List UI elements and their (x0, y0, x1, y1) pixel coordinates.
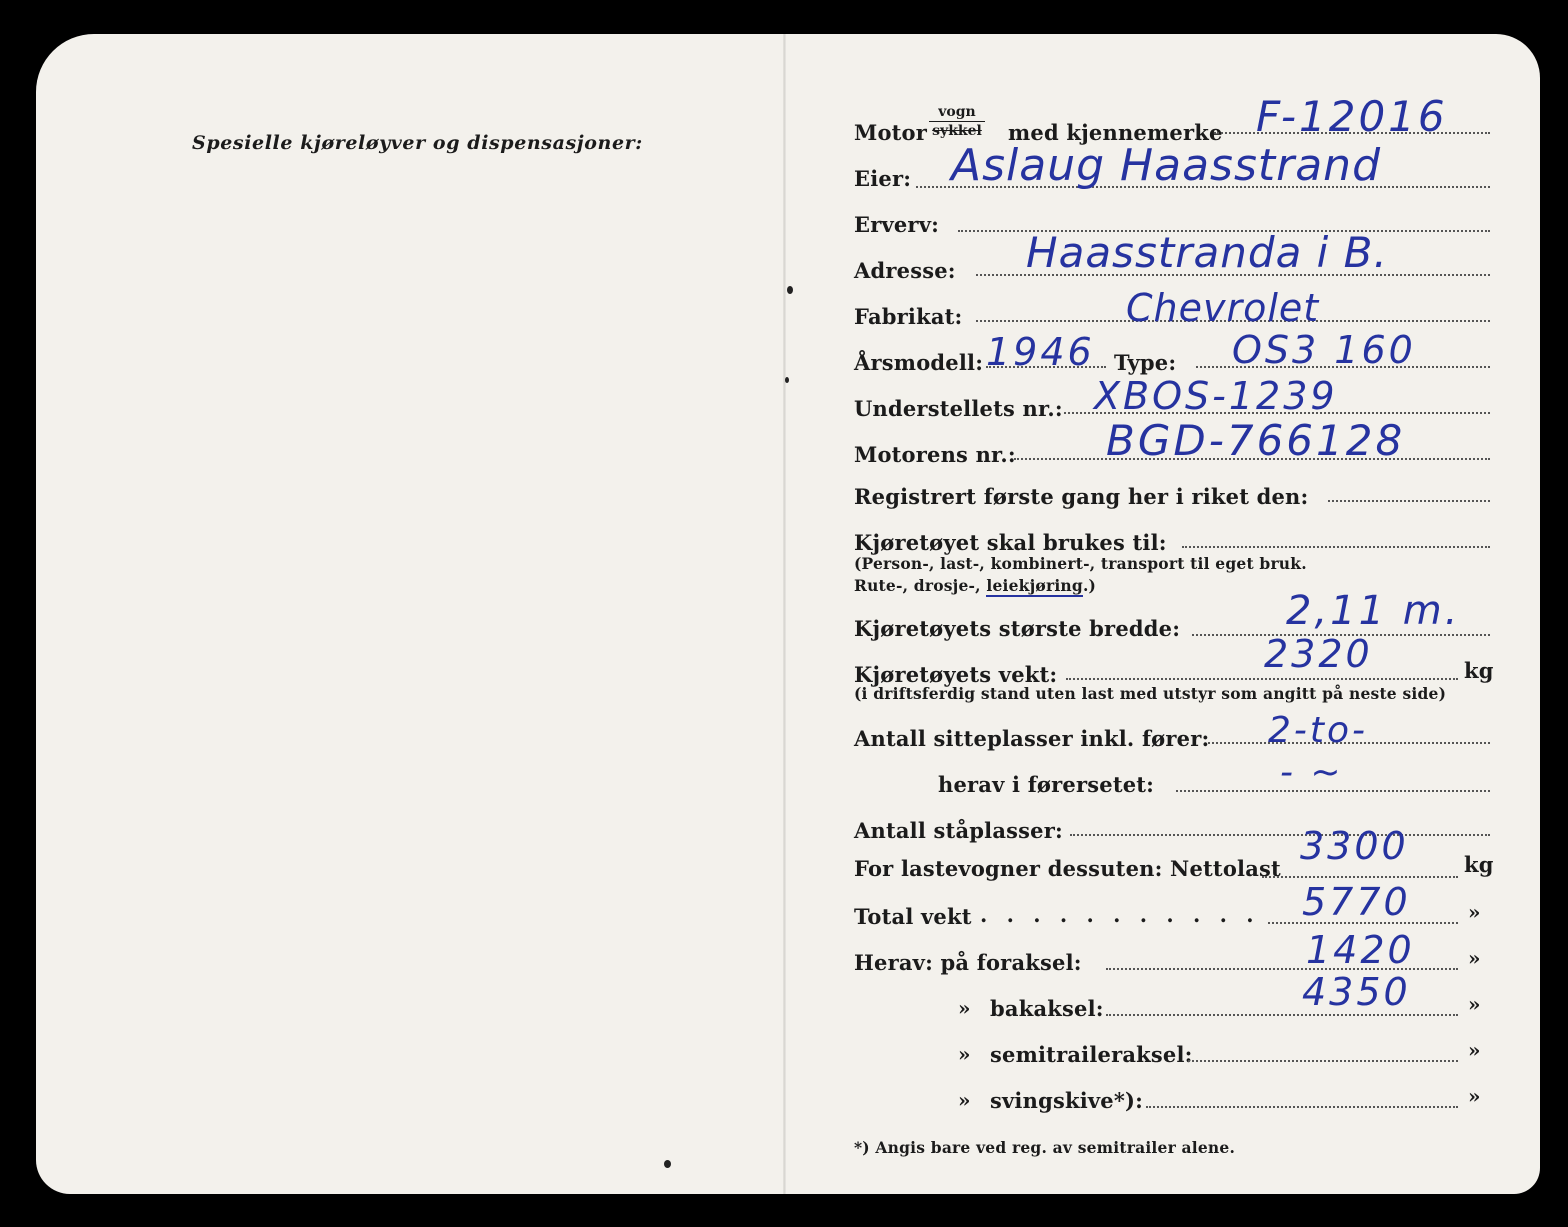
ditto-total-vekt: » (1468, 900, 1481, 924)
label-adresse: Adresse: (854, 258, 956, 283)
handwritten-type: OS3 160 (1232, 328, 1416, 372)
field-line-svingskive (1146, 1106, 1458, 1108)
ditto-bakaksel: » (1468, 992, 1481, 1016)
label-storste-bredde: Kjøretøyets største bredde: (854, 616, 1181, 641)
handwritten-storste-bredde: 2,11 m. (1286, 588, 1461, 634)
label-total-vekt: Total vekt (854, 904, 972, 929)
field-line-semitraileraksel (1188, 1060, 1458, 1062)
handwritten-forersetet: - ~ (1280, 752, 1344, 793)
ditto-prefix-bakaksel: » (958, 996, 971, 1020)
dot-leader-total-vekt: . . . . . . . . . . . (980, 902, 1260, 927)
label-bakaksel: bakaksel: (990, 996, 1104, 1021)
label-nettolast: For lastevogner dessuten: Nettolast (854, 856, 1281, 881)
label-vekt: Kjøretøyets vekt: (854, 662, 1058, 687)
field-line-nettolast (1262, 876, 1458, 878)
field-line-brukes-til (1182, 546, 1490, 548)
label-motorens-nr: Motorens nr.: (854, 442, 1016, 467)
unit-kg-vekt: kg (1464, 658, 1494, 683)
label-eier: Eier: (854, 166, 912, 191)
label-forersetet: herav i førersetet: (938, 772, 1155, 797)
note-rute-drosje: Rute-, drosje-, (854, 576, 987, 595)
left-page-title: Spesielle kjøreløyver og dispensasjoner: (192, 132, 643, 154)
fraction-bar (929, 121, 985, 122)
unit-kg-nettolast: kg (1464, 852, 1494, 877)
label-registrert: Registrert første gang her i riket den: (854, 484, 1309, 509)
ink-speck (664, 1160, 671, 1168)
label-motor: Motor (854, 120, 928, 145)
note-brukes-til-line2 (854, 576, 1096, 595)
label-kjennemerke: med kjennemerke (1008, 120, 1223, 145)
note-vekt: (i driftsferdig stand uten last med utstyr som angitt på neste side) (854, 684, 1447, 703)
handwritten-bakaksel: 4350 (1302, 970, 1411, 1014)
handwritten-total-vekt: 5770 (1302, 880, 1411, 924)
document-page (36, 34, 1540, 1194)
handwritten-eier: Aslaug Haasstrand (951, 140, 1381, 191)
label-brukes-til: Kjøretøyet skal brukes til: (854, 530, 1167, 555)
note-close-paren: .) (1082, 576, 1097, 595)
label-type: Type: (1114, 350, 1177, 375)
ditto-foraksel: » (1468, 946, 1481, 970)
handwritten-adresse: Haasstranda i B. (1026, 228, 1388, 277)
label-fabrikat: Fabrikat: (854, 304, 963, 329)
page-fold (783, 34, 786, 1194)
label-understellets-nr: Understellets nr.: (854, 396, 1063, 421)
label-staplasser: Antall ståplasser: (854, 818, 1063, 843)
label-svingskive: svingskive*): (990, 1088, 1144, 1113)
note-leiekjoring: leiekjøring (986, 576, 1083, 595)
label-sitteplasser: Antall sitteplasser inkl. fører: (854, 726, 1210, 751)
handwritten-vekt: 2320 (1264, 632, 1373, 676)
label-arsmodell: Årsmodell: (854, 350, 984, 375)
field-line-registrert (1328, 500, 1490, 502)
ink-speck (785, 377, 789, 383)
ink-speck (787, 286, 793, 294)
handwritten-kjennemerke: F-12016 (1256, 92, 1448, 141)
label-semitraileraksel: semitraileraksel: (990, 1042, 1193, 1067)
vogn-text: vogn (938, 104, 976, 120)
handwritten-understellets-nr: XBOS-1239 (1094, 374, 1338, 418)
handwritten-motorens-nr: BGD-766128 (1106, 416, 1406, 465)
field-line-vekt (1066, 678, 1458, 680)
footnote: *) Angis bare ved reg. av semitrailer alene. (854, 1138, 1236, 1157)
field-line-staplasser (1070, 834, 1490, 836)
sykkel-text: sykkel (932, 123, 982, 139)
note-brukes-til-line1: (Person-, last-, kombinert-, transport til eget bruk. (854, 554, 1307, 573)
field-line-bakaksel (1106, 1014, 1458, 1016)
handwritten-foraksel: 1420 (1306, 928, 1415, 972)
label-foraksel: Herav: på foraksel: (854, 950, 1082, 975)
ditto-semitraileraksel: » (1468, 1038, 1481, 1062)
handwritten-sitteplasser: 2-to- (1268, 710, 1369, 751)
ditto-prefix-svingskive: » (958, 1088, 971, 1112)
handwritten-nettolast: 3300 (1300, 824, 1409, 868)
ditto-prefix-semitraileraksel: » (958, 1042, 971, 1066)
vogn-sykkel-fraction (929, 104, 985, 139)
ditto-svingskive: » (1468, 1084, 1481, 1108)
handwritten-arsmodell: 1946 (986, 330, 1095, 374)
handwritten-fabrikat: Chevrolet (1126, 286, 1320, 330)
label-erverv: Erverv: (854, 212, 940, 237)
